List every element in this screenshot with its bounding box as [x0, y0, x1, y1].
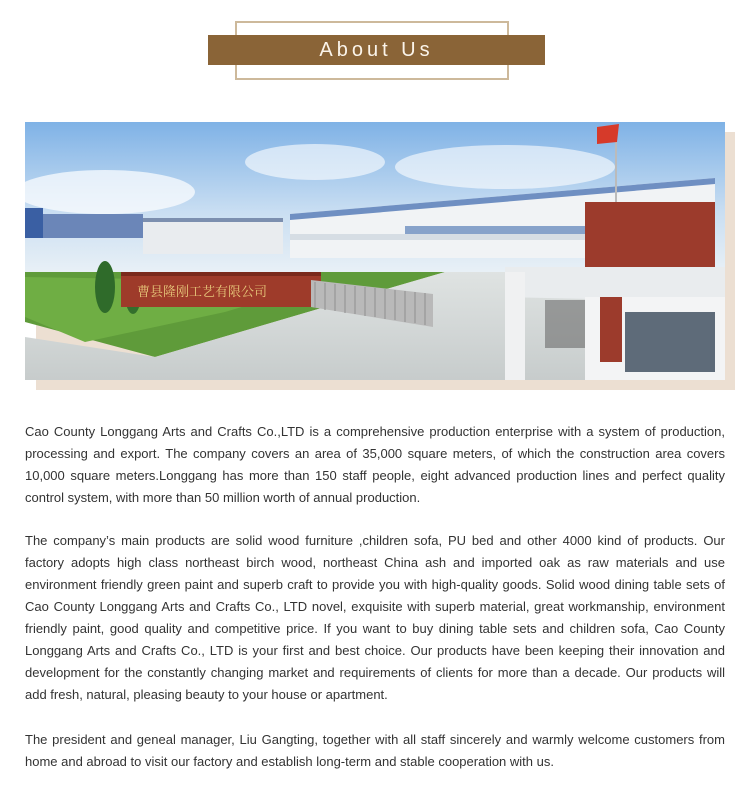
- page-title: About Us: [319, 38, 434, 61]
- gate-sign-text: 曹县隆刚工艺有限公司: [137, 285, 268, 300]
- intro-paragraph: Cao County Longgang Arts and Crafts Co.,LTD is a comprehensive production enterprise with a system of production, processing and export. The company covers an area of 35,000 square meters, of which the construction area covers 10,000 square meters.Longgang has more than 150 staff people, eight advanced production lines and perfect quality control system, with more than 50 million worth of annual production.: [25, 424, 725, 505]
- about-us-header: [235, 21, 511, 82]
- welcome-paragraph: The president and geneal manager, Liu Gangting, together with all staff sincerely and warmly welcome customers from home and abroad to visit our factory and establish long-term and stable cooperation with us.: [25, 732, 725, 769]
- products-paragraph: The company’s main products are solid wood furniture ,children sofa, PU bed and other 4000 kind of products. Our factory adopts high class northeast birch wood, northeast China ash and imported oak as raw materials and use environment friendly green paint and superb craft to provide you with high-quality goods. Solid wood dining table sets of Cao County Longgang Arts and Crafts Co., LTD novel, exquisite with superb material, great workmanship, environment friendly paint, good quality and competitive price. If you want to buy dining table sets and children sofa, Cao County Longgang Arts and Crafts Co., LTD is your first and best choice. Our products have been keeping their innovation and development for the constantly changing market and requirements of clients for more than a decade. Our products will add fresh, natural, pleasing beauty to your house or apartment.: [25, 533, 725, 702]
- factory-photo: [25, 122, 725, 380]
- title-band: [208, 35, 545, 65]
